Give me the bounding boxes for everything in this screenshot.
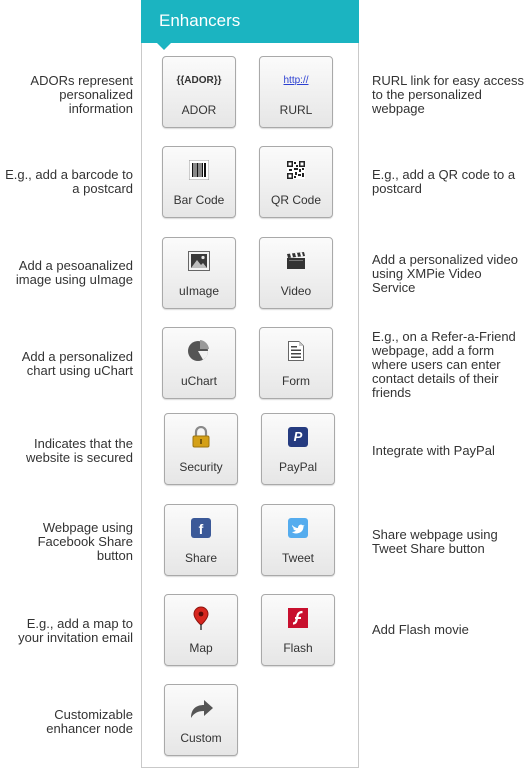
- video-description: Add a personalized video using XMPie Video Service: [372, 252, 518, 295]
- uimage-label: uImage: [178, 284, 220, 298]
- uchart-description: Add a personalized chart using uChart: [21, 349, 133, 378]
- curved-arrow-icon: [165, 697, 237, 719]
- security-label: Security: [179, 460, 223, 474]
- panel-header: [141, 0, 359, 43]
- ador-description: ADORs represent personalized information: [30, 73, 133, 116]
- clapperboard-icon: [260, 250, 332, 272]
- map-label: Map: [189, 641, 213, 655]
- tweet-description: Share webpage using Tweet Share button: [372, 527, 498, 556]
- qrcode-icon: [260, 159, 332, 181]
- map-pin-icon: [165, 607, 237, 629]
- panel-title: Enhancers: [159, 11, 241, 30]
- uchart-button[interactable]: [162, 327, 236, 399]
- video-label: Video: [280, 284, 312, 298]
- tweet-button[interactable]: [261, 504, 335, 576]
- form-description: E.g., on a Refer-a-Friend webpage, add a form where users can enter contact details of their friends: [372, 329, 516, 400]
- ador-button[interactable]: [162, 56, 236, 128]
- form-label: Form: [282, 374, 310, 388]
- facebook-icon: f: [165, 517, 237, 539]
- twitter-icon: [262, 517, 334, 539]
- header-pointer: [157, 43, 171, 50]
- uimage-button[interactable]: [162, 237, 236, 309]
- map-description: E.g., add a map to your invitation email: [18, 616, 133, 645]
- flash-label: Flash: [283, 641, 313, 655]
- paypal-button[interactable]: [261, 413, 335, 485]
- share-button[interactable]: [164, 504, 238, 576]
- pie-chart-icon: [163, 340, 235, 362]
- uimage-description: Add a pesoanalized image using uImage: [15, 258, 133, 287]
- custom-button[interactable]: [164, 684, 238, 756]
- paypal-icon: P: [262, 426, 334, 448]
- security-description: Indicates that the website is secured: [26, 436, 133, 465]
- share-description: Webpage using Facebook Share button: [37, 520, 133, 563]
- barcode-label: Bar Code: [173, 193, 225, 207]
- paypal-label: PayPal: [278, 460, 318, 474]
- qrcode-description: E.g., add a QR code to a postcard: [372, 167, 516, 196]
- form-document-icon: [260, 340, 332, 362]
- image-icon: [163, 250, 235, 272]
- barcode-button[interactable]: [162, 146, 236, 218]
- flash-description: Add Flash movie: [372, 622, 469, 637]
- custom-label: Custom: [180, 731, 222, 745]
- map-button[interactable]: [164, 594, 238, 666]
- flash-button[interactable]: [261, 594, 335, 666]
- barcode-description: E.g., add a barcode to a postcard: [5, 167, 133, 196]
- security-button[interactable]: [164, 413, 238, 485]
- form-button[interactable]: [259, 327, 333, 399]
- video-button[interactable]: [259, 237, 333, 309]
- rurl-label: RURL: [279, 103, 313, 117]
- ador-label: ADOR: [181, 103, 217, 117]
- rurl-description: RURL link for easy access to the personalized webpage: [372, 73, 524, 116]
- paypal-description: Integrate with PayPal: [372, 443, 495, 458]
- link-icon: http://: [283, 74, 309, 86]
- padlock-icon: [165, 426, 237, 448]
- qrcode-label: QR Code: [270, 193, 322, 207]
- custom-description: Customizable enhancer node: [46, 707, 133, 736]
- share-label: Share: [184, 551, 218, 565]
- uchart-label: uChart: [180, 374, 218, 388]
- barcode-icon: [163, 159, 235, 181]
- qrcode-button[interactable]: [259, 146, 333, 218]
- ador-placeholder-icon: {{ADOR}}: [176, 74, 222, 86]
- flash-icon: [262, 607, 334, 629]
- tweet-label: Tweet: [281, 551, 314, 565]
- rurl-button[interactable]: [259, 56, 333, 128]
